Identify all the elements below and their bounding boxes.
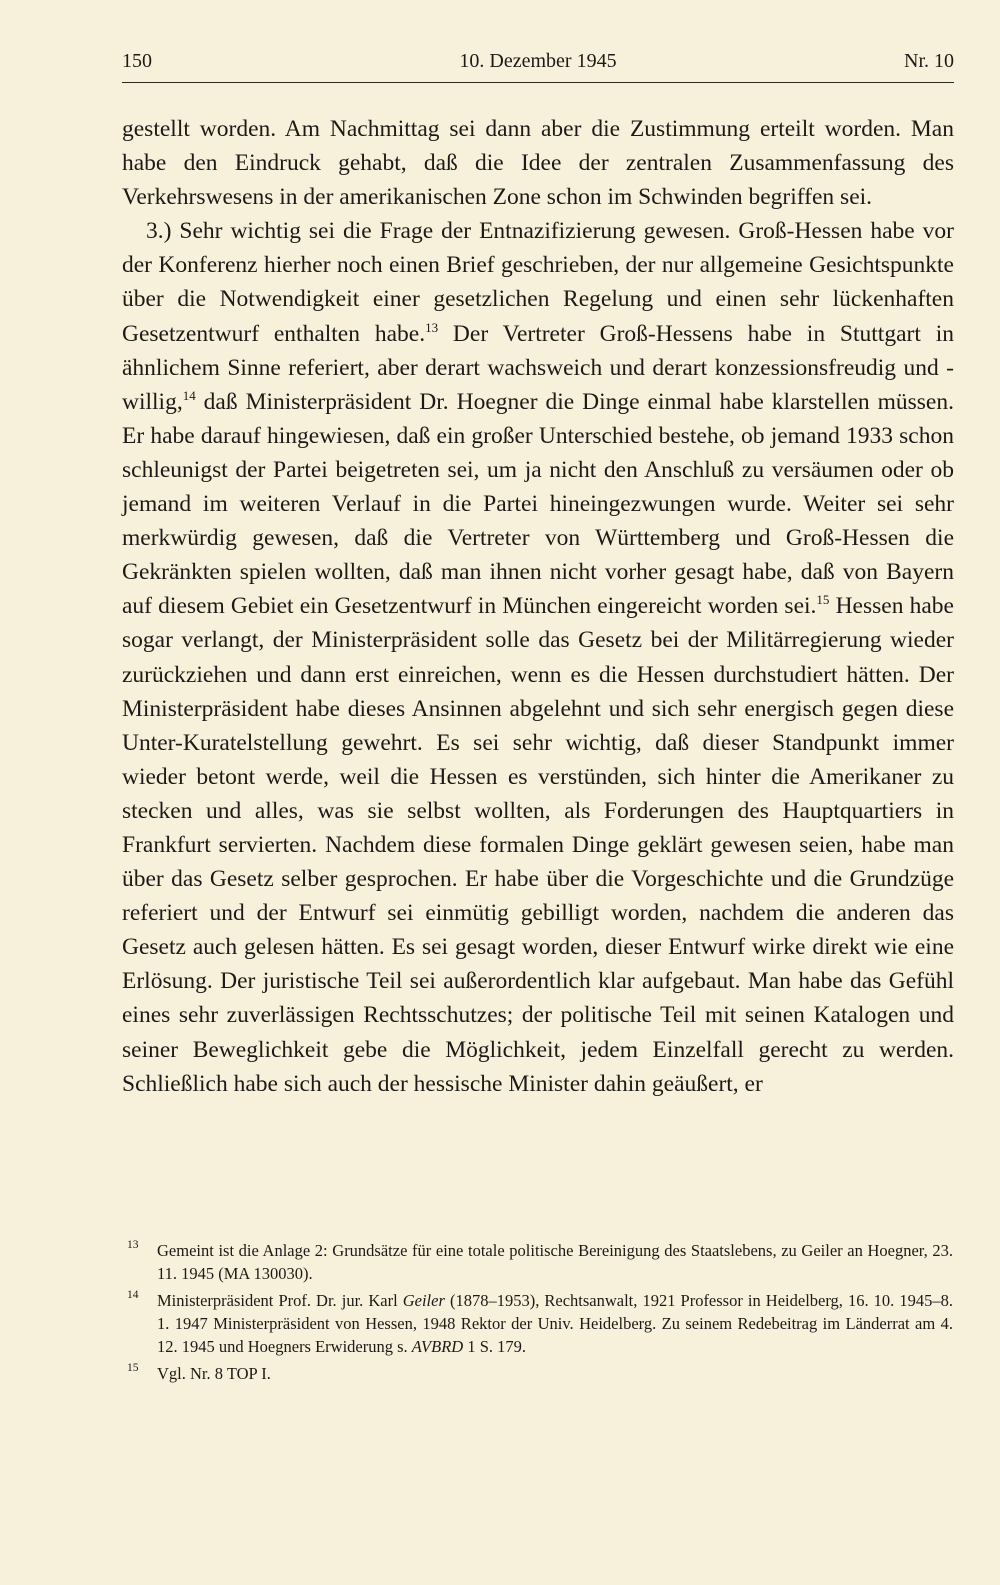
document-number: Nr. 10	[904, 50, 954, 72]
text-run: Hessen habe sogar verlangt, der Ministerpräsident solle das Gesetz bei der Militärregierung wieder zurückziehen und dann erst einreichen, wenn es die Hessen durchstudiert hätten. Der Ministerpräsident habe dieses Ansinnen abgelehnt und sich sehr energisch gegen diese Unter-Kuratelstellung gewehrt. Es sei sehr wichtig, daß dieser Standpunkt immer wieder betont werde, weil die Hessen es verstünden, sich hinter die Amerikaner zu stecken und alles, was sie selbst wollten, als Forderungen des Hauptquartiers in Frankfurt servierten. Nachdem diese formalen Dinge geklärt gewesen seien, habe man über das Gesetz selber gesprochen. Er habe über die Vorgeschichte und die Grundzüge referiert und der Entwurf sei einmütig gebilligt worden, nachdem die anderen das Gesetz auch gelesen hätten. Es sei gesagt worden, dieser Entwurf wirke direkt wie eine Erlösung. Der juristische Teil sei außerordentlich klar aufgebaut. Man habe das Gefühl eines sehr zuverlässigen Rechtsschutzes; der politische Teil mit seinen Katalogen und seiner Beweglichkeit gebe die Möglichkeit, jedem Einzelfall gerecht zu werden. Schließlich habe sich auch der hessische Minister dahin geäußert, er	[122, 593, 954, 1097]
person-name: Geiler	[402, 1291, 445, 1310]
footnote-14	[127, 1289, 953, 1358]
citation-abbreviation: AVBRD	[411, 1337, 464, 1356]
header-date: 10. Dezember 1945	[459, 50, 617, 72]
footnote-15	[127, 1362, 953, 1385]
main-text	[122, 112, 954, 1101]
paragraph: gestellt worden. Am Nachmittag sei dann aber die Zustimmung erteilt worden. Man habe den Eindruck gehabt, daß die Idee der zentralen Zusammenfassung des Verkehrswesens in der amerikanischen Zone schon im Schwinden begriffen sei.	[122, 116, 954, 211]
text-run: 3.) Sehr wichtig sei die Frage der Entnazifizierung gewesen. Groß-Hessen habe vor der Konferenz hierher noch einen Brief geschrieben, der nur allgemeine Gesichtspunkte über die Notwendigkeit einer gesetzlichen Regelung und einen sehr lückenhaften Gesetzentwurf enthalten habe.	[122, 218, 954, 347]
footnote-ref-15[interactable]: 15	[816, 592, 830, 608]
text-run: daß Ministerpräsident Dr. Hoegner die Dinge einmal habe klarstellen müssen. Er habe darauf hingewiesen, daß ein großer Unterschied bestehe, ob jemand 1933 schon schleunigst der Partei beigetreten sei, um ja nicht den Anschluß zu versäumen oder ob jemand im weiteren Verlauf in die Partei hineingezwungen wurde. Weiter sei sehr merkwürdig gewesen, daß die Vertreter von Württemberg und Groß-Hessen die Gekränkten spielen wollten, daß man ihnen nicht vorher gesagt habe, daß von Bayern auf diesem Gebiet ein Gesetzentwurf in München eingereicht worden sei.	[122, 388, 954, 620]
footnote-text: 1 S. 179.	[463, 1337, 527, 1356]
footnote-number: 15	[127, 1362, 139, 1374]
header-rule	[122, 82, 954, 83]
footnote-ref-14[interactable]: 14	[182, 387, 196, 403]
footnote-ref-13[interactable]: 13	[425, 319, 439, 335]
footnote-text: Gemeint ist die Anlage 2: Grundsätze für eine totale politische Bereinigung des Staatslebens, zu Geiler an Hoegner, 23. 11. 1945 (MA 130030).	[157, 1241, 953, 1283]
footnote-number: 14	[127, 1289, 139, 1301]
footnotes	[127, 1239, 953, 1389]
page-number: 150	[122, 50, 152, 72]
paragraph	[122, 214, 954, 1100]
footnote-text: Vgl. Nr. 8 TOP I.	[157, 1364, 271, 1383]
footnote-number: 13	[127, 1239, 139, 1251]
running-header	[122, 48, 954, 82]
text-run: Der Vertreter Groß-Hessens habe in Stuttgart in ähnlichem Sinne referiert, aber derart wachsweich und derart konzessionsfreudig und -willig,	[122, 320, 954, 415]
footnote-text: Ministerpräsident Prof. Dr. jur. Karl	[157, 1291, 403, 1310]
footnote-13	[127, 1239, 953, 1285]
footnote-text: (1878–1953), Rechtsanwalt, 1921 Professor in Heidelberg, 16. 10. 1945–8. 1. 1947 Ministerpräsident von Hessen, 1948 Rektor der Univ. Heidelberg. Zu seinem Redebeitrag im Länderrat am 4. 12. 1945 und Hoegners Erwiderung s.	[157, 1291, 953, 1356]
